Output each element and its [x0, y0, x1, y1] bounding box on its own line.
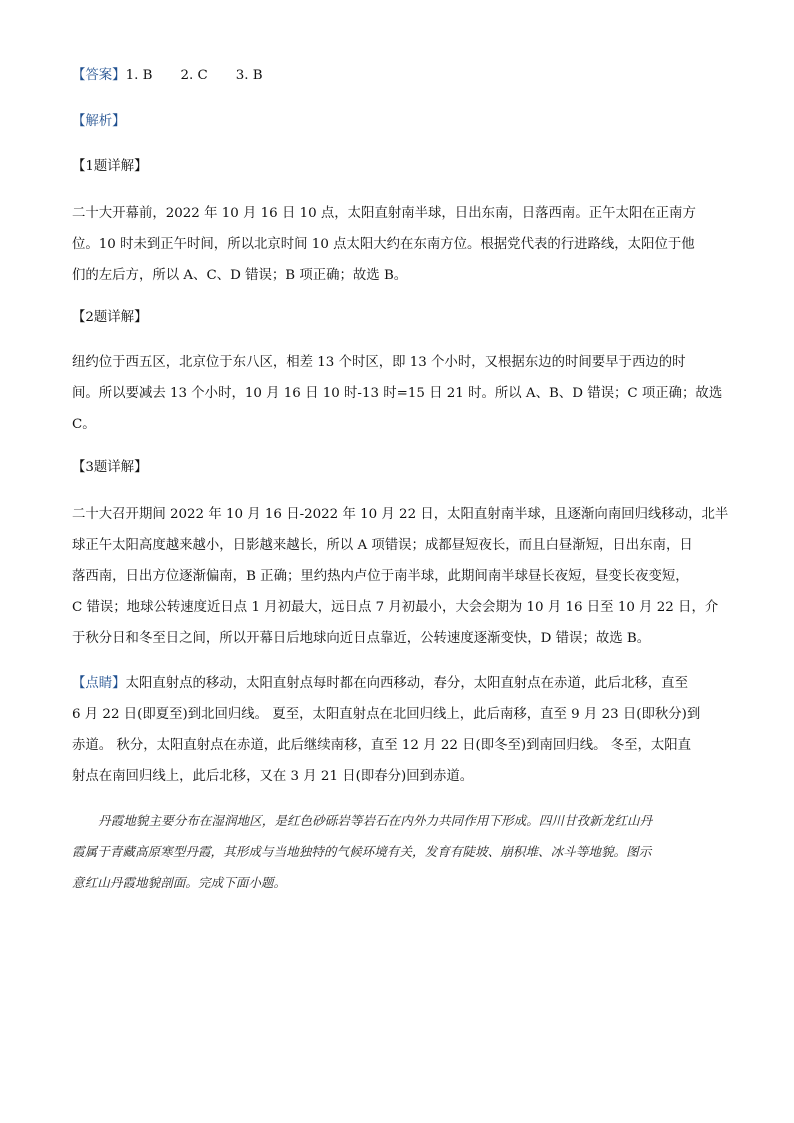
intro-line: 霞属于青藏高原寒型丹霞，其形成与当地独特的气候环境有关，发育有陡坡、崩积堆、冰斗等地貌。图示: [72, 844, 652, 859]
q3-line: 于秋分日和冬至日之间，所以开幕日后地球向近日点靠近，公转速度逐渐变快，D 错误；故选 B。: [72, 631, 651, 646]
q1-explanation: [72, 198, 722, 291]
q3-line: C 错误；地球公转速度近日点 1 月初最大，远日点 7 月初最小，大会会期为 10 月 16 日至 10 月 22 日，介: [72, 600, 719, 615]
q1-line: 位。10 时未到正午时间，所以北京时间 10 点太阳大约在东南方位。根据党代表的行进路线，太阳位于他: [72, 237, 695, 252]
q1-heading: 【1题详解】: [72, 159, 148, 174]
q3-line: 球正午太阳高度越来越小，日影越来越长，所以 A 项错误；成都昼短夜长，而且白昼渐短，日出东南，日: [72, 538, 693, 553]
answer-label: 【答案】: [72, 68, 126, 83]
q2-explanation: [72, 347, 722, 440]
analysis-label: 【解析】: [72, 114, 126, 129]
q2-line: 间。所以要减去 13 个小时，10 月 16 日 10 时-13 时=15 日 21 时。所以 A、B、D 错误；C 项正确；故选: [72, 386, 723, 401]
answer-item: 1. B: [125, 68, 153, 83]
intro-line: 丹霞地貌主要分布在湿润地区，是红色砂砾岩等岩石在内外力共同作用下形成。四川甘孜新龙红山丹: [98, 813, 653, 828]
q1-line: 们的左后方，所以 A、C、D 错误；B 项正确；故选 B。: [72, 268, 408, 283]
q2-line: C。: [72, 417, 96, 432]
answer-item: 2. C: [180, 68, 208, 83]
tip-label: 【点睛】: [72, 676, 126, 691]
tip-section: [72, 668, 722, 792]
q3-line: 落西南，日出方位逐渐偏南，B 正确；里约热内卢位于南半球，此期间南半球昼长夜短，昼变长夜变短，: [72, 569, 689, 584]
answer-line: [72, 66, 263, 86]
q3-heading: 【3题详解】: [72, 460, 148, 475]
answer-item: 3. B: [235, 68, 263, 83]
tip-line: [72, 668, 722, 699]
tip-line: 射点在南回归线上，此后北移，又在 3 月 21 日(即春分)回到赤道。: [72, 769, 474, 784]
q3-line: 二十大召开期间 2022 年 10 月 16 日-2022 年 10 月 22 日，太阳直射南半球，且逐渐向南回归线移动，北半: [72, 507, 729, 522]
tip-text: 太阳直射点的移动，太阳直射点每时都在向西移动，春分，太阳直射点在赤道，此后北移，直至: [125, 676, 688, 691]
next-question-intro: [72, 805, 722, 898]
q2-heading: 【2题详解】: [72, 310, 148, 325]
intro-line: 意红山丹霞地貌剖面。完成下面小题。: [72, 875, 287, 890]
q2-line: 纽约位于西五区，北京位于东八区，相差 13 个时区，即 13 个小时，又根据东边的时间要早于西边的时: [72, 355, 686, 370]
tip-line: 赤道。 秋分，太阳直射点在赤道，此后继续南移，直至 12 月 22 日(即冬至)到南回归线。 冬至，太阳直: [72, 738, 692, 753]
q1-line: 二十大开幕前，2022 年 10 月 16 日 10 点，太阳直射南半球，日出东南，日落西南。正午太阳在正南方: [72, 206, 696, 221]
q3-explanation: [72, 499, 729, 654]
tip-line: 6 月 22 日(即夏至)到北回归线。 夏至，太阳直射点在北回归线上，此后南移，直至 9 月 23 日(即秋分)到: [72, 707, 701, 722]
